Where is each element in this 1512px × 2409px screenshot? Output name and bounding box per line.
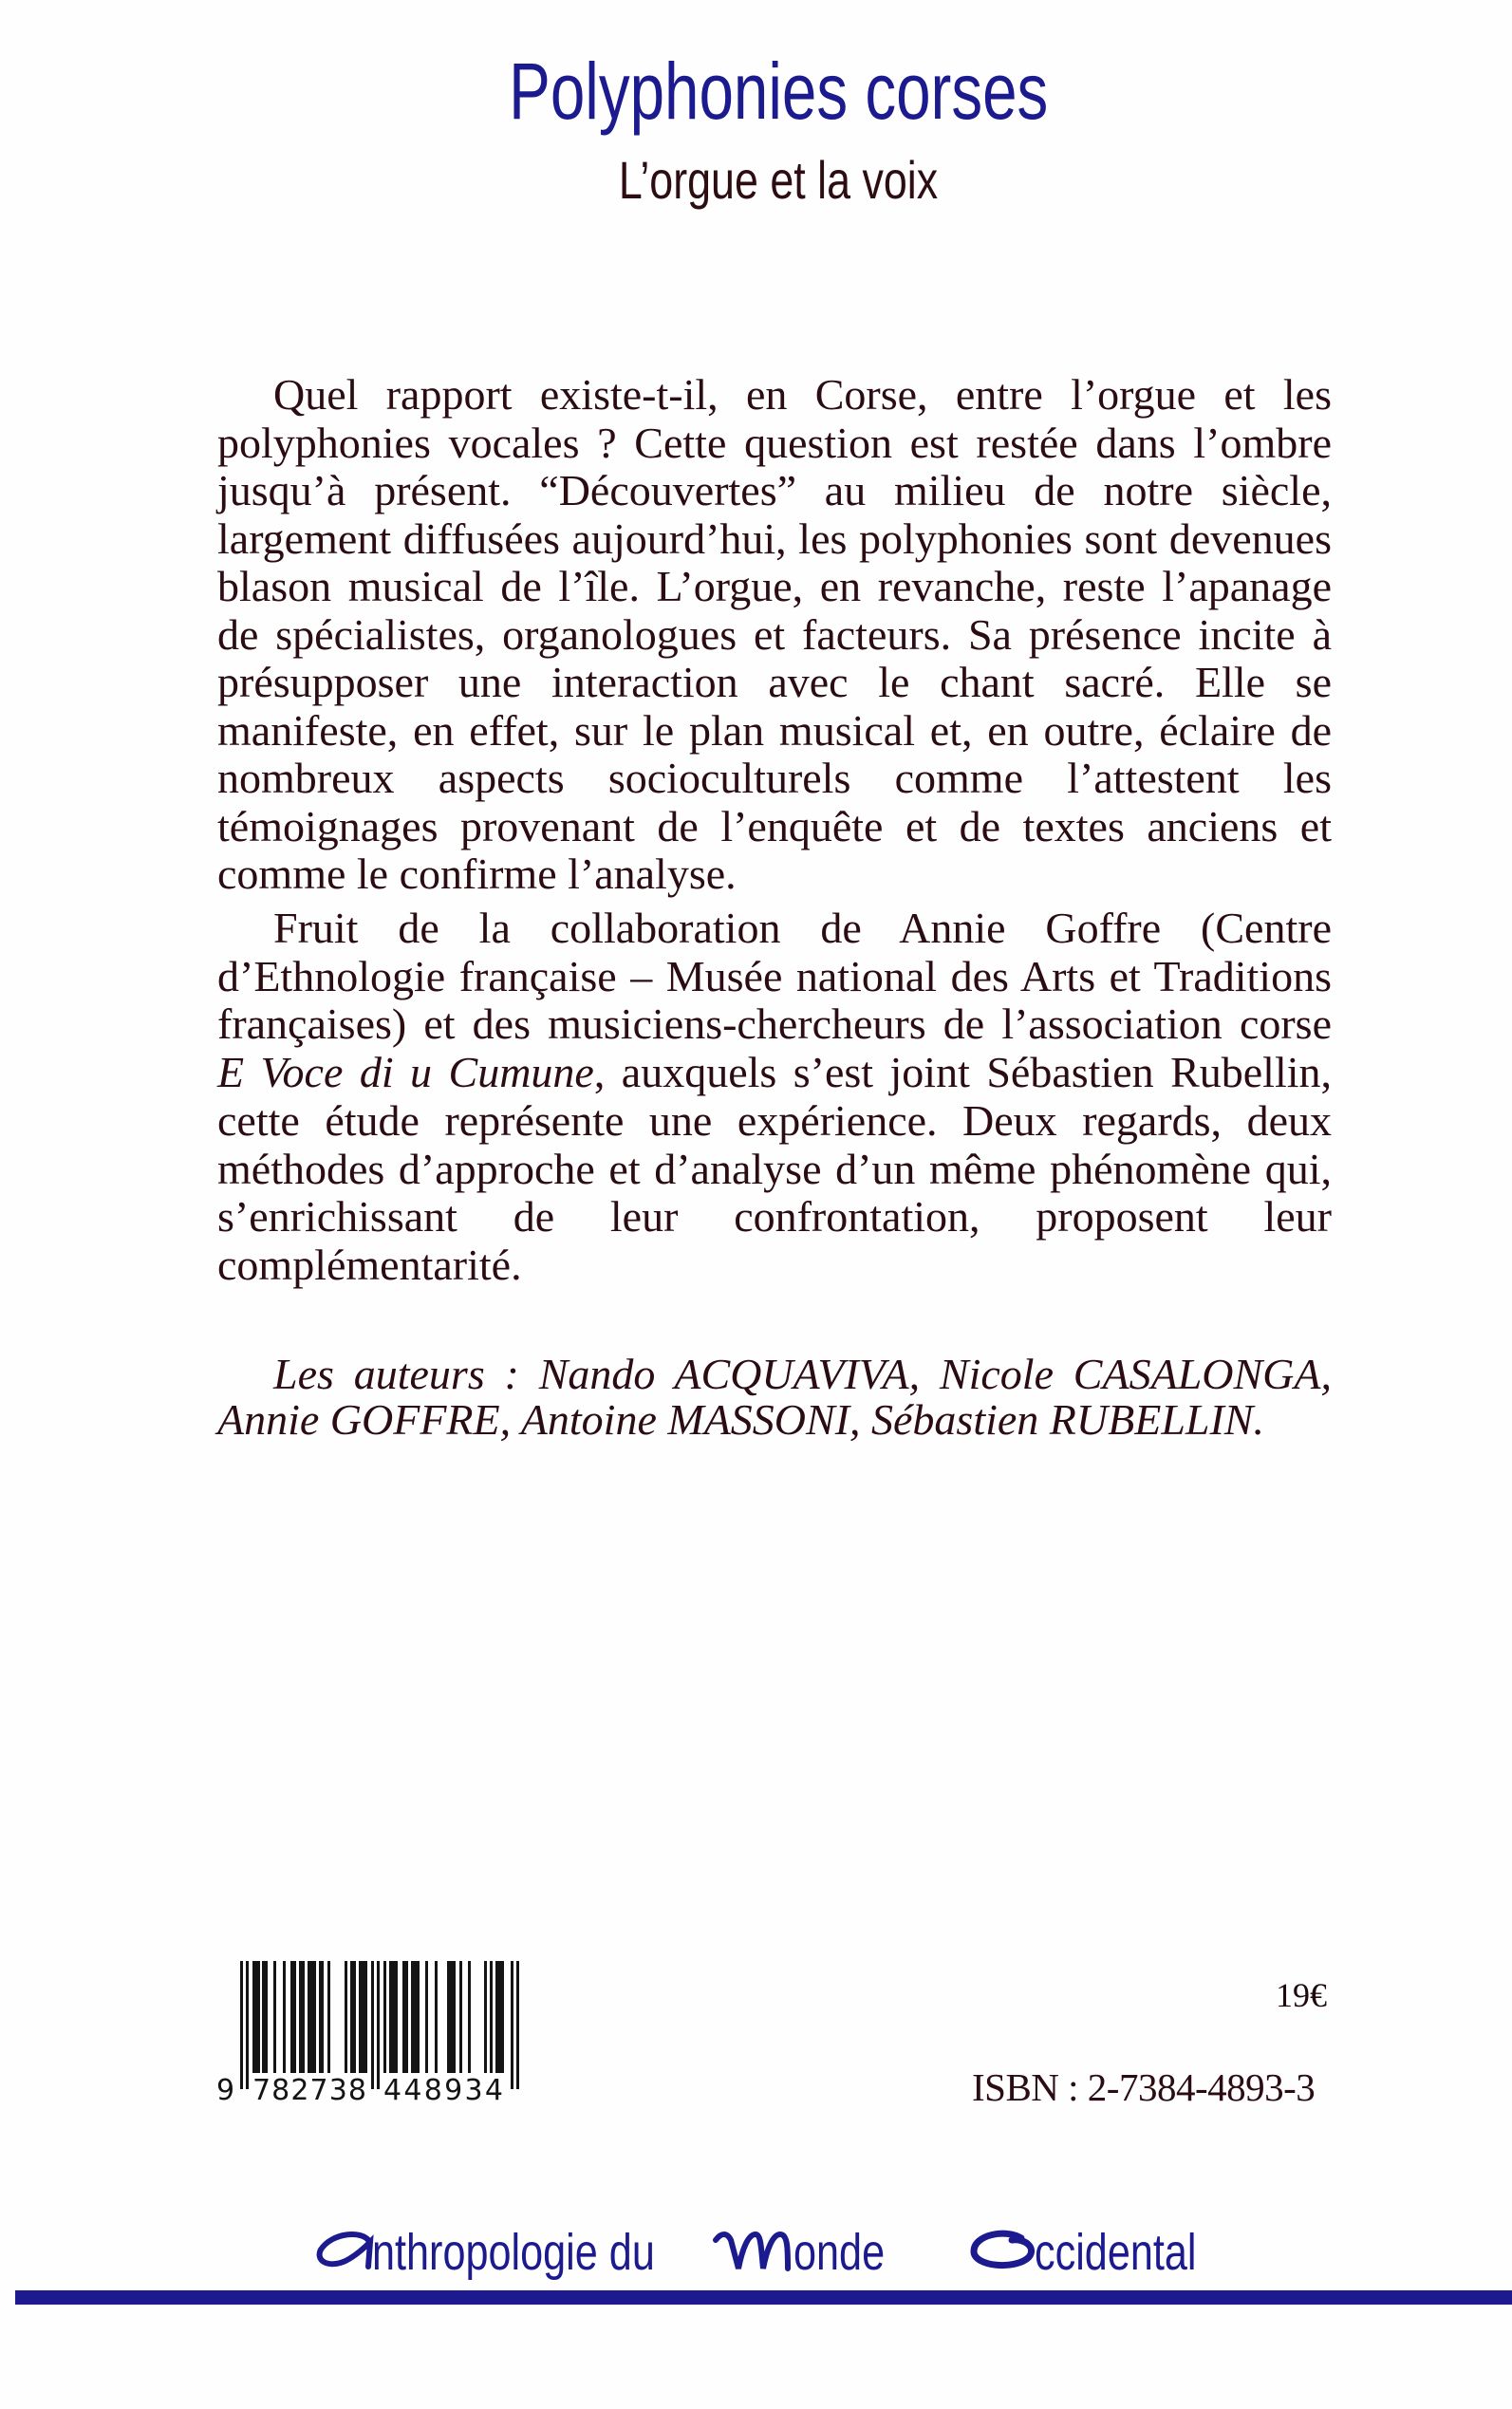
script-a-icon <box>313 2221 374 2278</box>
text-line: témoignages provenant de l’enquête et de textes anciens et <box>217 801 1332 850</box>
text-line: largement diffusées aujourd’hui, les polyphonies sont devenues <box>217 514 1332 563</box>
series-text-part-2: onde <box>793 2224 886 2281</box>
svg-text:9: 9 <box>216 2074 235 2106</box>
authors-line: Annie GOFFRE, Antoine MASSONI, Sébastien RUBELLIN. <box>217 1395 1264 1444</box>
book-subtitle: L’orgue et la voix <box>618 150 939 210</box>
text-line: s’enrichissant de leur confrontation, proposent leur <box>217 1192 1332 1242</box>
isbn-barcode <box>216 1959 539 2106</box>
text-line-with-italic: E Voce di u Cumune, auxquels s’est joint Sébastien Rubellin, <box>217 1048 1333 1097</box>
text-line: présupposer une interaction avec le chant sacré. Elle se <box>217 658 1332 706</box>
text-line: manifeste, en effet, sur le plan musical et, en outre, éclaire de <box>217 705 1332 755</box>
text-line: Fruit de la collaboration de Annie Goffre (Centre <box>273 904 1332 952</box>
price-label: 19€ <box>1276 1976 1327 2014</box>
script-m-icon <box>712 2221 792 2278</box>
text-line: d’Ethnologie française – Musée national des Arts et Traditions <box>217 951 1332 1000</box>
isbn-label: ISBN : 2-7384-4893-3 <box>972 2065 1316 2109</box>
barcode-bars-icon <box>216 1959 539 2106</box>
text-line: jusqu’à présent. “Découvertes” au milieu de notre siècle, <box>217 466 1332 514</box>
svg-text:782738: 782738 <box>252 2074 366 2106</box>
series-text-part-1: nthropologie du <box>372 2224 655 2281</box>
text-line: polyphonies vocales ? Cette question est restée dans l’ombre <box>217 418 1332 467</box>
script-o-icon <box>968 2221 1036 2278</box>
text-line: complémentarité. <box>217 1240 522 1289</box>
text-line: françaises) et des musiciens-chercheurs de l’association corse <box>217 999 1332 1049</box>
text-line: Quel rapport existe-t-il, en Corse, entre l’orgue et les <box>273 370 1332 419</box>
series-text-part-3: ccidental <box>1035 2224 1197 2281</box>
association-name: E Voce di u Cumune <box>217 1048 594 1097</box>
svg-text:448934: 448934 <box>383 2074 503 2106</box>
text-line: blason musical de l’île. L’orgue, en revanche, reste l’apanage <box>217 562 1332 610</box>
text-line: méthodes d’approche et d’analyse d’un même phénomène qui, <box>217 1144 1332 1193</box>
series-logo <box>313 2221 1224 2288</box>
text-line: nombreux aspects socioculturels comme l’attestent les <box>217 754 1332 802</box>
book-title: Polyphonies corses <box>509 47 1049 136</box>
text-line: cette étude représente une expérience. Deux regards, deux <box>217 1095 1332 1145</box>
bottom-rule <box>15 2290 1512 2305</box>
text-line: de spécialistes, organologues et facteurs. Sa présence incite à <box>217 609 1332 659</box>
authors-line: Les auteurs : Nando ACQUAVIVA, Nicole CASALONGA, <box>273 1350 1332 1398</box>
text-line: comme le confirme l’analyse. <box>217 850 737 898</box>
